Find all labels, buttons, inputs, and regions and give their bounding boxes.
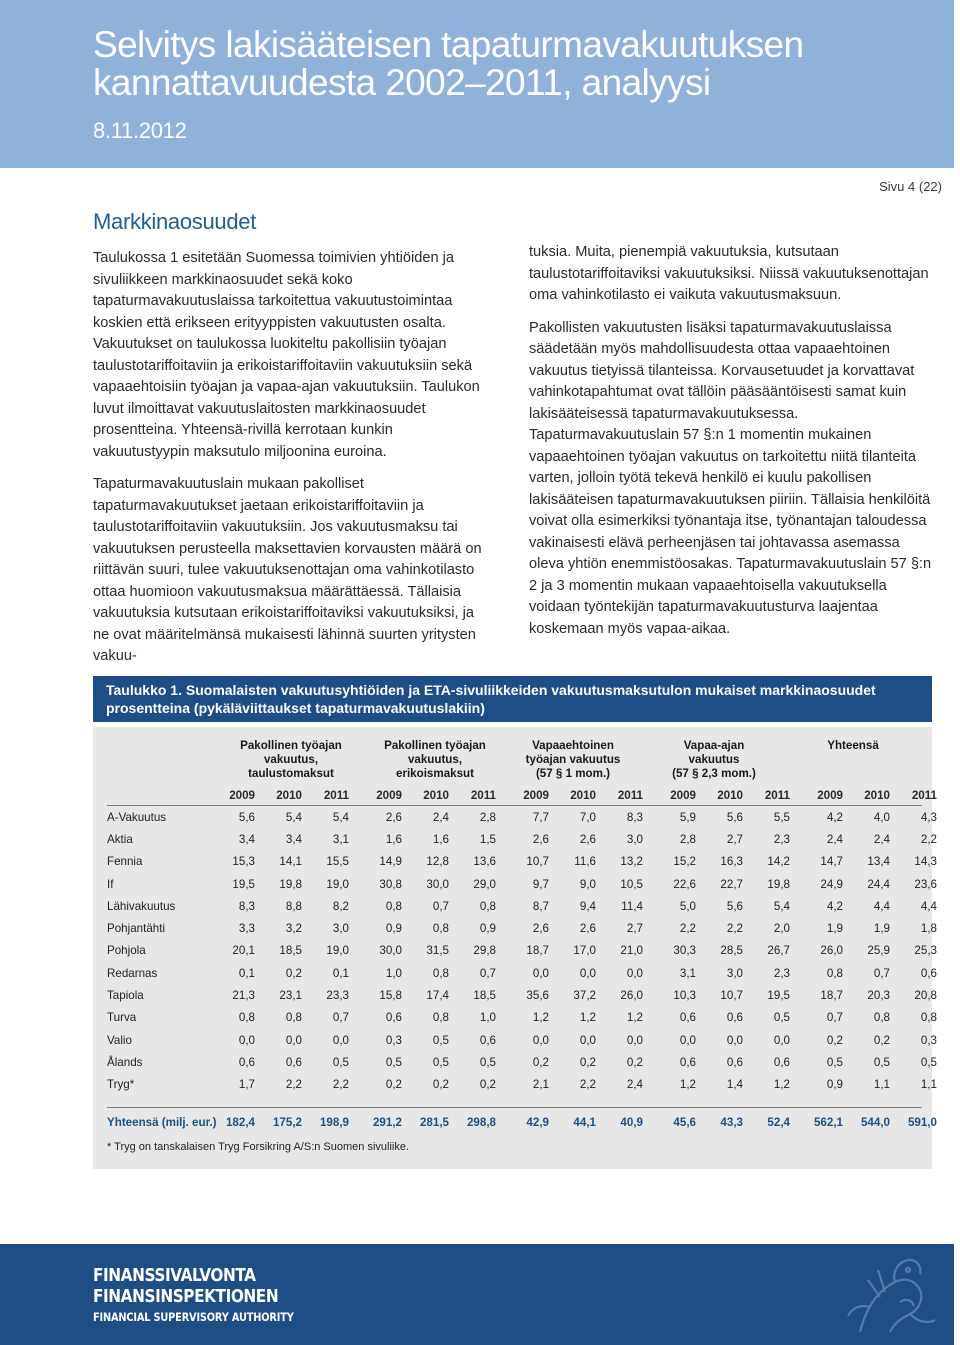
page-number: Sivu 4 (22) [879, 179, 942, 194]
table-row [93, 962, 937, 984]
table-cell: 5,6 [726, 810, 743, 824]
table-cell: 8,2 [332, 899, 349, 913]
table-cell: 21,3 [232, 989, 255, 1003]
table-cell: 2,6 [579, 922, 596, 936]
table-cell: 22,7 [720, 877, 743, 891]
table-cell: 0,8 [826, 966, 843, 980]
section-title: Markkinaosuudet [93, 209, 257, 234]
table-cell: 2,1 [532, 1078, 549, 1092]
year-header: 2009 [523, 789, 549, 802]
table-cell: 4,0 [873, 810, 890, 824]
table-cell: 5,0 [679, 899, 696, 913]
table-cell: 14,9 [379, 855, 402, 869]
table-cell: 1,0 [385, 966, 402, 980]
table-cell: 4,4 [920, 899, 937, 913]
table-cell: 13,6 [473, 855, 496, 869]
table-row [93, 895, 937, 917]
table-cell: 3,4 [285, 832, 302, 846]
table-row [93, 940, 937, 962]
table-cell: 0,1 [238, 966, 255, 980]
table-cell: 5,6 [726, 899, 743, 913]
table-cell: 0,0 [626, 1033, 643, 1047]
table-cell: 2,3 [773, 832, 790, 846]
table-cell: 29,0 [473, 877, 496, 891]
totals-cell: 281,5 [419, 1116, 449, 1129]
table-cell: 0,2 [626, 1055, 643, 1069]
table-cell: 1,6 [432, 832, 449, 846]
table-cell: 0,0 [532, 1033, 549, 1047]
company-name: Tryg* [107, 1078, 135, 1092]
data-table [93, 806, 937, 1096]
table-cell: 30,3 [673, 944, 696, 958]
table-cell: 0,0 [238, 1033, 255, 1047]
table-cell: 0,5 [385, 1055, 402, 1069]
table-caption: Taulukko 1. Suomalaisten vakuutusyhtiöiden ja ETA-sivuliikkeiden vakuutusmaksutulon mukaiset markkinaosuudet prosentteina (pykäläviittaukset tapaturmavakuutuslakiin) [106, 682, 876, 716]
year-header: 2010 [717, 789, 743, 802]
table-cell: 2,4 [626, 1078, 643, 1092]
table-cell: 9,4 [579, 899, 596, 913]
market-share-table [93, 727, 937, 1169]
table-cell: 18,7 [526, 944, 549, 958]
table-cell: 2,8 [679, 832, 696, 846]
table-cell: 14,2 [767, 855, 790, 869]
table-cell: 7,0 [579, 810, 596, 824]
table-cell: 19,5 [767, 989, 790, 1003]
table-cell: 2,2 [726, 922, 743, 936]
table-cell: 0,2 [826, 1033, 843, 1047]
table-cell: 13,2 [620, 855, 643, 869]
table-footnote: * Tryg on tanskalaisen Tryg Forsikring A/S:n Suomen sivuliike. [107, 1141, 410, 1153]
table-cell: 0,8 [238, 1011, 255, 1025]
table-cell: 0,6 [285, 1055, 302, 1069]
paragraph: Tapaturmavakuutuslain mukaan pakolliset tapaturmavakuutukset jaetaan erikoistariffoitaviin ja taulustotariffoitaviin vakuutuksiin. Jos vakuutusmaksu tai vakuutuksen perusteella maksettavien korvausten määrä on riittävän suuri, tulee vakuutuksenottajan oma vahinkotilasto ottaa huomioon vakuutusmaksua määrättäessä. Tällaisia vakuutuksia kutsutaan erikoistariffoitaviksi vakuutuksiksi, ja ne ovat määritelmänsä mukaisesti lähinnä suurten yritysten vakuu- [93, 476, 482, 664]
table-cell: 31,5 [426, 944, 449, 958]
table-cell: 13,4 [867, 855, 890, 869]
table-cell: 25,9 [867, 944, 890, 958]
footer-logo-text-fi: FINANSSIVALVONTA [93, 1265, 256, 1286]
table-cell: 2,4 [873, 832, 890, 846]
company-name: Pohjola [107, 944, 146, 958]
footer-logo-text-en: FINANCIAL SUPERVISORY AUTHORITY [93, 1310, 294, 1324]
table-cell: 0,5 [826, 1055, 843, 1069]
table-cell: 0,0 [726, 1033, 743, 1047]
table-cell: 0,9 [826, 1078, 843, 1092]
table-cell: 17,4 [426, 989, 449, 1003]
table-cell: 2,6 [385, 810, 402, 824]
table-row [93, 828, 937, 850]
year-header: 2010 [864, 789, 890, 802]
table-cell: 2,2 [920, 832, 937, 846]
table-cell: 14,1 [279, 855, 302, 869]
table-cell: 1,0 [479, 1011, 496, 1025]
table-cell: 5,9 [679, 810, 696, 824]
table-cell: 5,4 [285, 810, 302, 824]
column-group-header: Pakollinen työajan vakuutus, erikoismaksut [384, 739, 486, 780]
table-cell: 0,9 [479, 922, 496, 936]
table-row [93, 917, 937, 939]
table-cell: 29,8 [473, 944, 496, 958]
table-cell: 0,6 [726, 1055, 743, 1069]
table-cell: 10,3 [673, 989, 696, 1003]
table-cell: 0,2 [432, 1078, 449, 1092]
table-cell: 0,0 [773, 1033, 790, 1047]
table-cell: 10,5 [620, 877, 643, 891]
table-cell: 11,6 [574, 855, 596, 869]
table-cell: 0,7 [873, 966, 890, 980]
table-cell: 0,0 [626, 966, 643, 980]
year-header: 2009 [229, 789, 255, 802]
table-cell: 0,9 [385, 922, 402, 936]
table-cell: 22,6 [673, 877, 696, 891]
table-cell: 0,8 [385, 899, 402, 913]
table-cell: 3,1 [332, 832, 349, 846]
table-cell: 3,3 [238, 922, 255, 936]
table-cell: 2,7 [726, 832, 743, 846]
year-header: 2009 [670, 789, 696, 802]
table-cell: 19,0 [326, 944, 349, 958]
table-cell: 16,3 [720, 855, 743, 869]
table-cell: 4,2 [826, 810, 843, 824]
company-name: Fennia [107, 855, 143, 869]
body-column-right [529, 242, 932, 651]
table-cell: 1,2 [626, 1011, 643, 1025]
totals-cell: 298,8 [466, 1116, 496, 1129]
table-cell: 0,1 [332, 966, 349, 980]
table-cell: 0,2 [873, 1033, 890, 1047]
table-cell: 0,7 [432, 899, 449, 913]
totals-cell: 175,2 [272, 1116, 302, 1129]
table-cell: 2,8 [479, 810, 496, 824]
totals-cell: 291,2 [372, 1116, 402, 1129]
year-header: 2011 [470, 789, 496, 802]
table-cell: 10,7 [720, 989, 743, 1003]
table-cell: 3,2 [285, 922, 302, 936]
table-cell: 4,3 [920, 810, 937, 824]
table-cell: 4,2 [826, 899, 843, 913]
company-name: Redarnas [107, 966, 158, 980]
table-cell: 2,0 [773, 922, 790, 936]
table-row [93, 1051, 937, 1073]
table-cell: 0,2 [579, 1055, 596, 1069]
table-cell: 5,6 [238, 810, 255, 824]
table-cell: 0,8 [920, 1011, 937, 1025]
table-cell: 3,0 [332, 922, 349, 936]
table-cell: 0,5 [920, 1055, 937, 1069]
table-cell: 2,6 [532, 832, 549, 846]
totals-cell: 562,1 [813, 1116, 843, 1129]
company-name: Aktia [107, 832, 133, 846]
table-cell: 0,0 [285, 1033, 302, 1047]
table-cell: 2,6 [579, 832, 596, 846]
table-cell: 3,0 [626, 832, 643, 846]
table-cell: 0,8 [285, 1011, 302, 1025]
totals-cell: 182,4 [225, 1116, 255, 1129]
table-cell: 17,0 [573, 944, 596, 958]
table-cell: 12,8 [426, 855, 449, 869]
table-row [93, 873, 937, 895]
table-cell: 1,9 [826, 922, 843, 936]
document-date: 8.11.2012 [93, 118, 187, 143]
table-cell: 24,9 [820, 877, 843, 891]
table-cell: 5,4 [332, 810, 349, 824]
table-cell: 0,0 [332, 1033, 349, 1047]
table-cell: 37,2 [573, 989, 596, 1003]
table-cell: 1,2 [679, 1078, 696, 1092]
table-cell: 0,8 [432, 966, 449, 980]
year-header: 2011 [764, 789, 790, 802]
table-cell: 0,6 [920, 966, 937, 980]
company-name: Pohjantähti [107, 922, 166, 936]
table-cell: 1,2 [532, 1011, 549, 1025]
table-cell: 1,8 [920, 922, 937, 936]
table-cell: 0,8 [873, 1011, 890, 1025]
table-cell: 14,7 [820, 855, 843, 869]
table-cell: 2,4 [826, 832, 843, 846]
table-cell: 28,5 [720, 944, 743, 958]
year-header: 2010 [276, 789, 302, 802]
table-cell: 23,3 [326, 989, 349, 1003]
table-cell: 0,0 [679, 1033, 696, 1047]
column-group-header: Yhteensä [827, 739, 879, 752]
table-cell: 0,0 [579, 966, 596, 980]
document-title: Selvitys lakisääteisen tapaturmavakuutuksen kannattavuudesta 2002–2011, analyysi [93, 24, 804, 103]
table-cell: 0,8 [432, 1011, 449, 1025]
table-cell: 18,5 [473, 989, 496, 1003]
paragraph: Taulukossa 1 esitetään Suomessa toimivien yhtiöiden ja sivuliikkeen markkinaosuudet sekä koko tapaturmavakuutuslaissa tarkoitettua vakuutustoimintaa koskien että erikseen erityyppisten vakuutusten osalta. Vakuutukset on taulukossa luokiteltu pakollisiin työajan taulustotariffoitaviin ja erikoistariffoitaviin vakuutuksiin sekä vapaaehtoisiin työajan ja vapaa-ajan vakuutuksiin. Taulukon luvut ilmoittavat vakuutuslaitosten markkinaosuudet prosentteina. Yhteensä-rivillä kerrotaan kunkin vakuutustyypin maksutulo miljoonina euroina. [93, 250, 480, 460]
totals-cell: 45,6 [673, 1116, 696, 1129]
table-cell: 30,0 [379, 944, 402, 958]
table-cell: 9,7 [532, 877, 549, 891]
table-cell: 0,2 [385, 1078, 402, 1092]
table-caption-bar [93, 676, 932, 722]
table-row [93, 1007, 937, 1029]
table-cell: 35,6 [526, 989, 549, 1003]
table-cell: 15,5 [326, 855, 349, 869]
table-cell: 8,3 [238, 899, 255, 913]
table-cell: 1,1 [920, 1078, 937, 1092]
table-cell: 8,3 [626, 810, 643, 824]
table-row [93, 851, 937, 873]
table-cell: 0,5 [332, 1055, 349, 1069]
table-cell: 0,8 [479, 899, 496, 913]
table-cell: 7,7 [532, 810, 549, 824]
table-cell: 0,7 [332, 1011, 349, 1025]
table-cell: 1,9 [873, 922, 890, 936]
table-cell: 0,6 [773, 1055, 790, 1069]
year-header: 2009 [376, 789, 402, 802]
totals-cell: 40,9 [620, 1116, 643, 1129]
table-cell: 9,0 [579, 877, 596, 891]
company-name: Tapiola [107, 989, 144, 1003]
table-cell: 2,6 [532, 922, 549, 936]
table-cell: 26,0 [820, 944, 843, 958]
table-cell: 10,7 [526, 855, 549, 869]
table-cell: 2,3 [773, 966, 790, 980]
table-cell: 5,5 [773, 810, 790, 824]
totals-cell: 591,0 [907, 1116, 937, 1129]
table-cell: 0,6 [679, 1055, 696, 1069]
table-cell: 23,6 [914, 877, 937, 891]
table-cell: 2,2 [679, 922, 696, 936]
table-cell: 18,5 [279, 944, 302, 958]
totals-cell: 42,9 [526, 1116, 549, 1129]
year-header: 2011 [323, 789, 349, 802]
company-name: Turva [107, 1011, 137, 1025]
table-cell: 0,6 [238, 1055, 255, 1069]
totals-cell: 198,9 [319, 1116, 349, 1129]
table-cell: 0,6 [385, 1011, 402, 1025]
table-cell: 0,6 [679, 1011, 696, 1025]
table-cell: 0,5 [873, 1055, 890, 1069]
table-cell: 1,6 [385, 832, 402, 846]
table-cell: 0,3 [920, 1033, 937, 1047]
totals-rule [107, 1107, 922, 1108]
table-cell: 0,0 [579, 1033, 596, 1047]
table-row [93, 806, 937, 828]
totals-cell: 44,1 [573, 1116, 596, 1129]
company-name: Valio [107, 1033, 132, 1047]
table-cell: 0,5 [479, 1055, 496, 1069]
table-cell: 30,8 [379, 877, 402, 891]
table-cell: 1,7 [238, 1078, 255, 1092]
year-header: 2009 [817, 789, 843, 802]
table-row [93, 984, 937, 1006]
company-name: Ålands [107, 1055, 143, 1069]
column-group-header: Pakollinen työajan vakuutus, taulustomaksut [240, 739, 342, 780]
table-cell: 3,4 [238, 832, 255, 846]
table-cell: 2,2 [579, 1078, 596, 1092]
table-cell: 3,0 [726, 966, 743, 980]
table-cell: 18,7 [820, 989, 843, 1003]
table-cell: 19,5 [232, 877, 255, 891]
table-cell: 1,5 [479, 832, 496, 846]
table-cell: 3,1 [679, 966, 696, 980]
table-cell: 0,7 [479, 966, 496, 980]
table-cell: 0,6 [726, 1011, 743, 1025]
table-cell: 20,3 [867, 989, 890, 1003]
table-cell: 15,8 [379, 989, 402, 1003]
table-row [93, 1029, 937, 1051]
column-group-header: Vapaa-ajan vakuutus (57 § 2,3 mom.) [672, 739, 756, 780]
footer-logo-text-sv: FINANSINSPEKTIONEN [93, 1286, 279, 1307]
company-name: Lähivakuutus [107, 899, 176, 913]
table-cell: 19,0 [326, 877, 349, 891]
table-cell: 19,8 [767, 877, 790, 891]
table-cell: 0,3 [385, 1033, 402, 1047]
table-cell: 0,7 [826, 1011, 843, 1025]
table-cell: 25,3 [914, 944, 937, 958]
table-cell: 2,2 [285, 1078, 302, 1092]
table-cell: 30,0 [426, 877, 449, 891]
table-cell: 15,3 [232, 855, 255, 869]
table-cell: 2,4 [432, 810, 449, 824]
table-cell: 0,5 [432, 1055, 449, 1069]
year-header: 2010 [570, 789, 596, 802]
table-cell: 0,5 [773, 1011, 790, 1025]
table-cell: 1,2 [579, 1011, 596, 1025]
table-cell: 2,2 [332, 1078, 349, 1092]
table-cell: 23,1 [279, 989, 302, 1003]
table-cell: 5,4 [773, 899, 790, 913]
table-cell: 26,7 [767, 944, 790, 958]
table-cell: 0,6 [479, 1033, 496, 1047]
table-cell: 14,3 [914, 855, 937, 869]
table-cell: 0,2 [479, 1078, 496, 1092]
totals-row [93, 1112, 937, 1136]
totals-label: Yhteensä (milj. eur.) [107, 1116, 217, 1129]
table-cell: 1,4 [726, 1078, 743, 1092]
table-cell: 0,5 [432, 1033, 449, 1047]
table-cell: 8,8 [285, 899, 302, 913]
table-cell: 0,2 [532, 1055, 549, 1069]
table-cell: 8,7 [532, 899, 549, 913]
company-name: A-Vakuutus [107, 810, 167, 824]
paragraph: tuksia. Muita, pienempiä vakuutuksia, kutsutaan taulustotariffoitaviksi vakuutuksiksi. Niissä vakuutuksenottajan oma vahinkotilasto ei vaikuta vakuutusmaksuun. [529, 244, 929, 303]
table-row [93, 1074, 937, 1096]
company-name: If [107, 877, 114, 891]
table-cell: 24,4 [867, 877, 890, 891]
totals-cell: 544,0 [860, 1116, 890, 1129]
table-cell: 1,1 [873, 1078, 890, 1092]
table-cell: 0,0 [532, 966, 549, 980]
lion-coat-of-arms-icon [840, 1252, 940, 1344]
table-cell: 4,4 [873, 899, 890, 913]
table-cell: 0,8 [432, 922, 449, 936]
year-header: 2011 [911, 789, 937, 802]
table-cell: 1,2 [773, 1078, 790, 1092]
table-cell: 20,1 [232, 944, 255, 958]
totals-cell: 52,4 [767, 1116, 790, 1129]
body-column-left [93, 248, 493, 679]
totals-cell: 43,3 [720, 1116, 743, 1129]
paragraph: Pakollisten vakuutusten lisäksi tapaturmavakuutuslaissa säädetään myös mahdollisuudesta ottaa vapaaehtoinen vakuutus tietyissä tilanteissa. Korvausetuudet ja korvattavat vahinkotapahtumat ovat tällöin pääsääntöisesti samat kuin lakisääteisessä tapaturmavakuutuksessa. Tapaturmavakuutuslain 57 §:n 1 momentin mukainen vapaaehtoinen työajan vakuutus on tarkoitettu niitä tilanteita varten, jolloin työtä tekevä henkilö ei kuulu pakollisen lakisääteisen tapaturmavakuutuksen piiriin. Tällaisia henkilöitä voivat olla esimerkiksi työnantaja itse, työnantajan taloudessa vakinaisesti elävä perheenjäsen tai johtavassa asemassa oleva yhtiön enemmistöosakas. Tapaturmavakuutuslain 57 §:n 2 ja 3 momentin mukaan vapaaehtoisella vakuutuksella voidaan työntekijän tapaturmavakuutusturva laajentaa koskemaan myös vapaa-aikaa. [529, 319, 932, 637]
table-cell: 21,0 [620, 944, 643, 958]
table-cell: 20,8 [914, 989, 937, 1003]
table-cell: 15,2 [673, 855, 696, 869]
table-cell: 11,4 [621, 899, 643, 913]
column-group-header: Vapaaehtoinen työajan vakuutus (57 § 1 mom.) [525, 739, 621, 780]
table-cell: 19,8 [279, 877, 302, 891]
year-header: 2010 [423, 789, 449, 802]
table-cell: 2,7 [626, 922, 643, 936]
table-cell: 0,2 [285, 966, 302, 980]
year-header: 2011 [617, 789, 643, 802]
table-cell: 26,0 [620, 989, 643, 1003]
